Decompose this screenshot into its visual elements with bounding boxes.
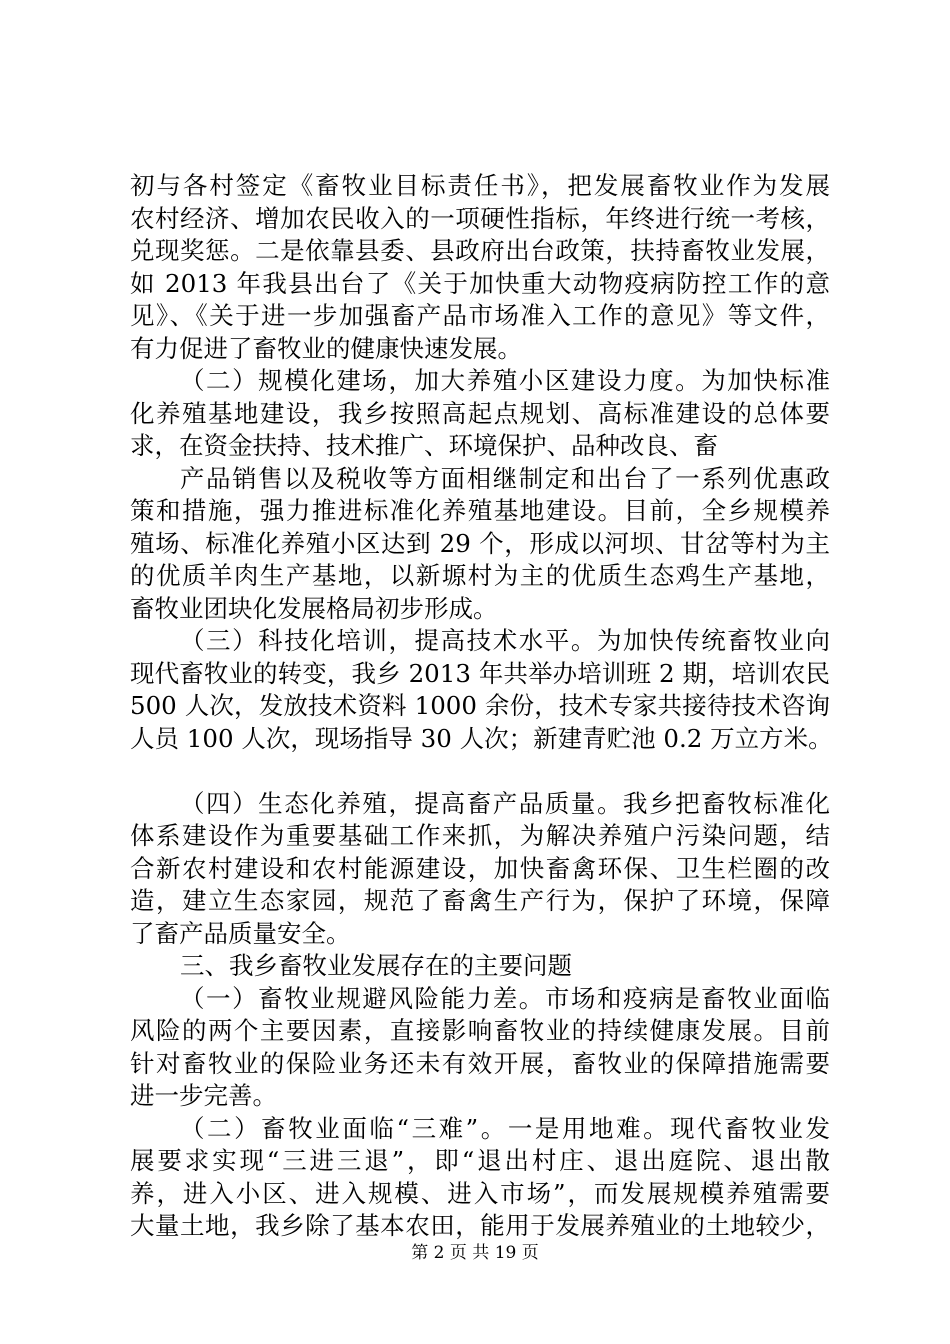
text-line: 针对畜牧业的保险业务还未有效开展，畜牧业的保障措施需要 — [130, 1048, 830, 1078]
text-line: 风险的两个主要因素，直接影响畜牧业的持续健康发展。目前 — [130, 1016, 830, 1045]
document-body — [130, 170, 833, 1243]
text-line: 产品销售以及税收等方面相继制定和出台了一系列优惠政 — [180, 463, 830, 493]
text-line: 展要求实现“三进三退”，即“退出村庄、退出庭院、退出散 — [130, 1146, 830, 1175]
text-line: （三）科技化培训，提高技术水平。为加快传统畜牧业向 — [180, 626, 830, 655]
text-line: 殖场、标准化养殖小区达到 29 个，形成以河坝、甘岔等村为主 — [130, 528, 830, 558]
text-line: 畜牧业团块化发展格局初步形成。 — [130, 593, 498, 623]
text-line: （二）规模化建场，加大养殖小区建设力度。为加快标准 — [180, 366, 830, 395]
text-line: 养，进入小区、进入规模、进入市场”，而发展规模养殖需要 — [130, 1178, 830, 1208]
text-line: 体系建设作为重要基础工作来抓，为解决养殖户污染问题，结 — [130, 821, 830, 850]
text-line: 见》、《关于进一步加强畜产品市场准入工作的意见》等文件， — [130, 301, 830, 330]
paragraph-gap — [130, 755, 830, 788]
text-line: 大量土地，我乡除了基本农田，能用于发展养殖业的土地较少， — [130, 1211, 830, 1240]
text-line: 兑现奖惩。二是依靠县委、县政府出台政策，扶持畜牧业发展， — [130, 236, 830, 265]
text-line: 如 2013 年我县出台了《关于加快重大动物疫病防控工作的意 — [130, 268, 830, 298]
text-line: 500 人次，发放技术资料 1000 余份，技术专家共接待技术咨询 — [130, 691, 830, 720]
text-line: （四）生态化养殖，提高畜产品质量。我乡把畜牧标准化 — [180, 788, 830, 818]
text-line: 合新农村建设和农村能源建设，加快畜禽环保、卫生栏圈的改 — [130, 853, 830, 883]
text-line: （一）畜牧业规避风险能力差。市场和疫病是畜牧业面临 — [180, 983, 830, 1013]
text-line: 了畜产品质量安全。 — [130, 918, 351, 948]
text-line: 有力促进了畜牧业的健康快速发展。 — [130, 333, 522, 363]
text-line: 求，在资金扶持、技术推广、环境保护、品种改良、畜 — [130, 431, 718, 460]
text-line: 人员 100 人次，现场指导 30 人次；新建青贮池 0.2 万立方米。 — [130, 723, 833, 753]
text-line: 进一步完善。 — [130, 1081, 277, 1110]
text-line: 农村经济、增加农民收入的一项硬性指标，年终进行统一考核， — [130, 203, 830, 233]
text-line: 的优质羊肉生产基地，以新塬村为主的优质生态鸡生产基地， — [130, 561, 830, 590]
text-line: 化养殖基地建设，我乡按照高起点规划、高标准建设的总体要 — [130, 398, 830, 428]
text-line: 三、我乡畜牧业发展存在的主要问题 — [180, 951, 572, 980]
text-line: 初与各村签定《畜牧业目标责任书》，把发展畜牧业作为发展 — [130, 171, 830, 200]
page-footer: 第 2 页 共 19 页 — [411, 1243, 539, 1263]
text-line: 现代畜牧业的转变，我乡 2013 年共举办培训班 2 期，培训农民 — [130, 658, 830, 688]
text-line: 造，建立生态家园，规范了畜禽生产行为，保护了环境，保障 — [130, 886, 830, 915]
text-line: （二）畜牧业面临“三难”。一是用地难。现代畜牧业发 — [180, 1113, 830, 1143]
text-line: 策和措施，强力推进标准化养殖基地建设。目前，全乡规模养 — [130, 496, 830, 525]
